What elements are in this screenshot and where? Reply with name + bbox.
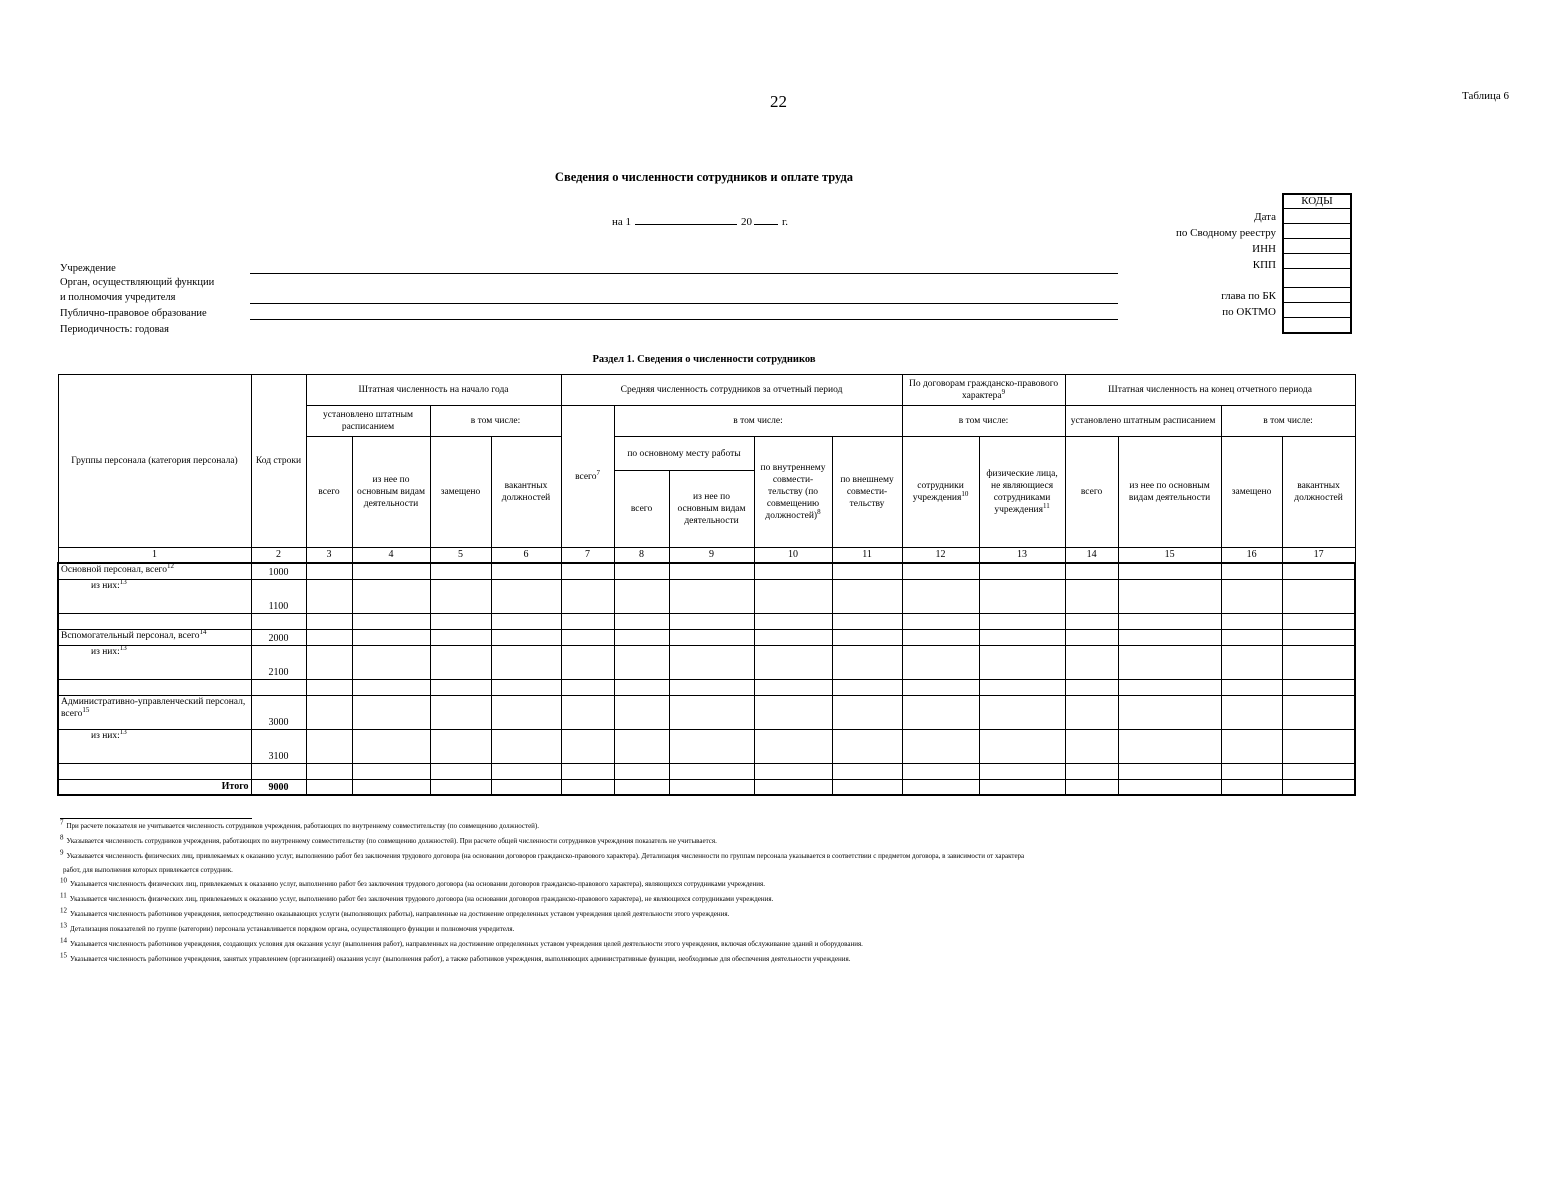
data-cell[interactable] (1221, 613, 1282, 629)
row-blank-1 (58, 613, 1355, 629)
data-cell[interactable] (832, 679, 902, 695)
footnote-mark: 11 (60, 891, 67, 900)
footnote-text: работ, для выполнения которых привлекается сотрудник. (63, 866, 233, 874)
th-end-vacant: вакантных должностей (1282, 437, 1355, 548)
data-cell[interactable] (754, 679, 832, 695)
colnum: 17 (1282, 548, 1355, 564)
footnote-rule (60, 818, 252, 819)
footnote-mark: 14 (60, 936, 67, 945)
date-line (612, 213, 788, 228)
data-cell[interactable] (561, 763, 614, 779)
data-cell[interactable] (979, 679, 1065, 695)
data-cell[interactable] (430, 613, 491, 629)
data-cell[interactable] (832, 613, 902, 629)
th-main-place: по основному месту работы (614, 437, 754, 471)
data-cell[interactable] (1221, 645, 1282, 679)
data-cell[interactable] (1282, 613, 1355, 629)
code-cell-inn[interactable] (1283, 239, 1351, 254)
data-cell[interactable] (1118, 563, 1221, 579)
date-prefix: на 1 (612, 216, 632, 228)
data-cell[interactable] (614, 629, 669, 645)
data-cell[interactable] (979, 579, 1065, 613)
row-code: 1100 (251, 579, 306, 613)
data-cell[interactable] (1282, 645, 1355, 679)
table-label: Таблица 6 (1462, 90, 1510, 102)
data-cell[interactable] (352, 763, 430, 779)
footnote-text: Указывается численность работников учреждения, занятых управлением (организацией) оказания услуг (выполнения работ), а также работников учреждения, выполняющих административные функции, необходимые для обеспечения деятельности учреждения. (70, 955, 851, 963)
row-code (251, 763, 306, 779)
data-cell[interactable] (352, 645, 430, 679)
codes-header: КОДЫ (1283, 194, 1351, 209)
codes-box (1282, 193, 1352, 334)
data-cell[interactable] (491, 729, 561, 763)
colnum: 5 (430, 548, 491, 564)
label-founder-1: Орган, осуществляющий функции (60, 277, 215, 288)
th-incl-end: в том числе: (1221, 406, 1355, 437)
footnote (60, 891, 774, 904)
data-cell[interactable] (832, 763, 902, 779)
th-avg-incl: в том числе: (614, 406, 902, 437)
data-cell[interactable] (430, 679, 491, 695)
colnum: 12 (902, 548, 979, 564)
data-cell[interactable] (1065, 679, 1118, 695)
data-cell[interactable] (561, 613, 614, 629)
row-code: 3000 (251, 695, 306, 729)
data-cell[interactable] (561, 645, 614, 679)
page-number: 22 (770, 92, 787, 111)
data-cell[interactable] (669, 763, 754, 779)
row-code (251, 613, 306, 629)
data-cell[interactable] (430, 563, 491, 579)
footnote-text: Указывается численность сотрудников учреждения, работающих по внутреннему совместительству (по совмещению должностей). При расчете общей численности сотрудников учреждения показатель не учитывается. (66, 837, 717, 845)
code-cell-date[interactable] (1283, 209, 1351, 224)
data-cell[interactable] (832, 563, 902, 579)
data-cell[interactable] (306, 679, 352, 695)
footnote-text: Детализация показателей по группе (категории) персонала устанавливается порядком органа, осуществляющего функции и полномочия учредителя. (70, 925, 515, 933)
data-cell[interactable] (614, 695, 669, 729)
code-cell-blank[interactable] (1283, 269, 1351, 288)
colnum: 15 (1118, 548, 1221, 564)
row-code (251, 679, 306, 695)
data-cell[interactable] (1065, 563, 1118, 579)
institution-field[interactable] (250, 273, 1118, 274)
row-code: 9000 (251, 779, 306, 795)
th-groups: Группы персонала (категория персонала) (58, 375, 251, 548)
data-cell[interactable] (352, 629, 430, 645)
data-cell[interactable] (1118, 779, 1221, 795)
data-cell[interactable] (1118, 695, 1221, 729)
data-cell[interactable] (352, 579, 430, 613)
data-cell[interactable] (306, 563, 352, 579)
th-employees: сотрудники учреждения$^{10}$ (902, 437, 979, 548)
data-cell[interactable] (754, 695, 832, 729)
row-label: Административно-управленческий персонал, всего$^{15}$ (58, 695, 251, 729)
data-cell[interactable] (430, 729, 491, 763)
data-cell[interactable] (754, 613, 832, 629)
data-cell[interactable] (832, 779, 902, 795)
data-cell[interactable] (1065, 695, 1118, 729)
th-gph: По договорам гражданско-правового характера$^9$ (902, 375, 1065, 406)
data-cell[interactable] (1065, 579, 1118, 613)
footnote-mark: 9 (60, 848, 64, 857)
data-cell[interactable] (754, 579, 832, 613)
row-label: из них:$^{13}$ (58, 645, 251, 679)
footnote-mark: 15 (60, 951, 67, 960)
data-cell[interactable] (1282, 779, 1355, 795)
data-cell[interactable] (1118, 729, 1221, 763)
data-cell[interactable] (561, 729, 614, 763)
code-cell-oktmo[interactable] (1283, 303, 1351, 318)
data-cell[interactable] (902, 695, 979, 729)
footnote (60, 833, 717, 846)
table-body (58, 563, 1355, 795)
label-kpp: КПП (1252, 259, 1276, 271)
data-cell[interactable] (979, 563, 1065, 579)
public-entity-field[interactable] (250, 319, 1118, 320)
row-admin-staff (58, 695, 1355, 729)
data-cell[interactable] (669, 629, 754, 645)
section-title: Раздел 1. Сведения о численности сотрудников (592, 354, 816, 365)
th-end-filled: замещено (1221, 437, 1282, 548)
code-cell-extra[interactable] (1283, 318, 1351, 334)
row-main-of-them (58, 579, 1355, 613)
data-cell[interactable] (832, 579, 902, 613)
th-established-start: установлено штатным расписанием (306, 406, 430, 437)
footnote-text: Указывается численность работников учреждения, создающих условия для оказания услуг (выполнения работ), направленных на достижение определенных уставом учреждения целей деятельности этого учреждения, включая обслуживание зданий и оборудования. (70, 940, 863, 948)
row-code: 2000 (251, 629, 306, 645)
footnote (60, 866, 233, 875)
data-cell[interactable] (902, 629, 979, 645)
label-bk: глава по БК (1221, 290, 1276, 302)
row-label: Основной персонал, всего$^{12}$ (58, 563, 251, 579)
data-cell[interactable] (1282, 629, 1355, 645)
colnum: 16 (1221, 548, 1282, 564)
colnum: 1 (58, 548, 251, 564)
date-suffix: г. (782, 216, 789, 228)
data-cell[interactable] (491, 763, 561, 779)
data-cell[interactable] (561, 579, 614, 613)
row-main-staff (58, 563, 1355, 579)
footnote-mark: 12 (60, 906, 67, 915)
data-cell[interactable] (902, 645, 979, 679)
footnote (60, 951, 851, 964)
data-cell[interactable] (1282, 563, 1355, 579)
data-cell[interactable] (614, 563, 669, 579)
data-cell[interactable] (1221, 779, 1282, 795)
date-day-month-field[interactable] (635, 213, 737, 225)
footnote-mark: 8 (60, 833, 64, 842)
row-code: 1000 (251, 563, 306, 579)
footnote (60, 818, 540, 831)
data-cell[interactable] (754, 645, 832, 679)
footnote-text: Указывается численность физических лиц, привлекаемых к оказанию услуг, выполнению работ без заключения трудового договора (на основании договоров гражданско-правового характера), являющихся сотрудниками учреждения. (70, 880, 765, 888)
data-cell[interactable] (1065, 763, 1118, 779)
data-cell[interactable] (902, 613, 979, 629)
data-cell[interactable] (430, 629, 491, 645)
data-cell[interactable] (306, 763, 352, 779)
colnum: 2 (251, 548, 306, 564)
row-aux-staff (58, 629, 1355, 645)
th-start-total: всего (306, 437, 352, 548)
data-cell[interactable] (430, 579, 491, 613)
th-avg-total: всего$^7$ (561, 406, 614, 548)
data-cell[interactable] (561, 629, 614, 645)
data-cell[interactable] (1065, 645, 1118, 679)
data-cell[interactable] (1118, 763, 1221, 779)
footnote (60, 936, 863, 949)
data-cell[interactable] (754, 729, 832, 763)
data-cell[interactable] (1118, 645, 1221, 679)
data-cell[interactable] (430, 645, 491, 679)
th-main-place-total: всего (614, 471, 669, 548)
data-cell[interactable] (614, 679, 669, 695)
data-cell[interactable] (902, 729, 979, 763)
label-public-entity: Публично-правовое образование (60, 308, 207, 319)
page-title: Сведения о численности сотрудников и оплате труда (554, 170, 854, 184)
data-cell[interactable] (1282, 729, 1355, 763)
data-cell[interactable] (352, 695, 430, 729)
data-cell[interactable] (1065, 779, 1118, 795)
column-numbers-row (58, 548, 1355, 564)
data-cell[interactable] (669, 729, 754, 763)
data-cell[interactable] (1065, 613, 1118, 629)
data-cell[interactable] (1065, 729, 1118, 763)
data-cell[interactable] (1221, 563, 1282, 579)
data-cell[interactable] (614, 729, 669, 763)
date-year-field[interactable] (754, 213, 778, 225)
data-cell[interactable] (491, 613, 561, 629)
row-label (58, 763, 251, 779)
data-cell[interactable] (491, 579, 561, 613)
row-label: из них:$^{13}$ (58, 729, 251, 763)
data-cell[interactable] (352, 679, 430, 695)
footnote (60, 876, 765, 889)
colnum: 6 (491, 548, 561, 564)
colnum: 9 (669, 548, 754, 564)
row-label: из них:$^{13}$ (58, 579, 251, 613)
data-cell[interactable] (754, 629, 832, 645)
code-cell-bk[interactable] (1283, 288, 1351, 303)
footnote-mark: 13 (60, 921, 67, 930)
data-cell[interactable] (491, 645, 561, 679)
data-cell[interactable] (1118, 579, 1221, 613)
th-internal: по внутреннему совмести- тельству (по совмещению должностей)$^8$ (754, 437, 832, 548)
date-year-prefix: 20 (741, 216, 753, 228)
data-cell[interactable] (306, 613, 352, 629)
footnote (60, 848, 1025, 861)
data-cell[interactable] (1118, 629, 1221, 645)
th-code: Код строки (251, 375, 306, 548)
row-label (58, 613, 251, 629)
data-cell[interactable] (1221, 763, 1282, 779)
data-cell[interactable] (669, 779, 754, 795)
th-gph-incl: в том числе: (902, 406, 1065, 437)
row-label: Вспомогательный персонал, всего$^{14}$ (58, 629, 251, 645)
footnote-mark: 7 (60, 818, 64, 827)
data-cell[interactable] (1221, 729, 1282, 763)
footnote (60, 906, 730, 919)
label-institution: Учреждение (60, 263, 116, 274)
data-cell[interactable] (1118, 679, 1221, 695)
founder-field[interactable] (250, 303, 1118, 304)
data-cell[interactable] (832, 695, 902, 729)
data-cell[interactable] (754, 563, 832, 579)
data-cell[interactable] (614, 579, 669, 613)
data-cell[interactable] (979, 629, 1065, 645)
colnum: 13 (979, 548, 1065, 564)
data-cell[interactable] (352, 779, 430, 795)
label-periodicity: Периодичность: годовая (60, 324, 169, 335)
label-registry: по Сводному реестру (1176, 227, 1276, 239)
data-cell[interactable] (1282, 579, 1355, 613)
th-end-total: всего (1065, 437, 1118, 548)
data-cell[interactable] (491, 563, 561, 579)
data-cell[interactable] (430, 779, 491, 795)
data-cell[interactable] (491, 679, 561, 695)
footnote-text: Указывается численность работников учреждения, непосредственно оказывающих услуги (выполняющих работы), направленные на достижение определенных уставом учреждения целей деятельности этого учреждения. (70, 910, 730, 918)
data-cell[interactable] (561, 779, 614, 795)
data-cell[interactable] (306, 695, 352, 729)
staff-table (57, 374, 1356, 796)
data-cell[interactable] (1118, 613, 1221, 629)
data-cell[interactable] (979, 729, 1065, 763)
data-cell[interactable] (352, 613, 430, 629)
footnote-text: Указывается численность физических лиц, привлекаемых к оказанию услуг, выполнению работ без заключения трудового договора (на основании договоров гражданско-правового характера). Детализация численности по группам персонала указывается в соответствии с предметом договора, в зависимости от характера (66, 852, 1025, 860)
data-cell[interactable] (306, 729, 352, 763)
colnum: 4 (352, 548, 430, 564)
th-end-main: из нее по основным видам деятельности (1118, 437, 1221, 548)
th-external: по внешнему совмести- тельству (832, 437, 902, 548)
data-cell[interactable] (1221, 629, 1282, 645)
th-staff-end: Штатная численность на конец отчетного периода (1065, 375, 1355, 406)
data-cell[interactable] (1282, 695, 1355, 729)
footnote-mark: 10 (60, 876, 67, 885)
data-cell[interactable] (832, 629, 902, 645)
data-cell[interactable] (754, 763, 832, 779)
data-cell[interactable] (979, 763, 1065, 779)
data-cell[interactable] (669, 695, 754, 729)
row-aux-of-them (58, 645, 1355, 679)
data-cell[interactable] (979, 645, 1065, 679)
row-blank-2 (58, 679, 1355, 695)
th-start-filled: замещено (430, 437, 491, 548)
data-cell[interactable] (430, 695, 491, 729)
th-incl-start: в том числе: (430, 406, 561, 437)
colnum: 7 (561, 548, 614, 564)
data-cell[interactable] (491, 629, 561, 645)
data-cell[interactable] (306, 629, 352, 645)
row-blank-3 (58, 763, 1355, 779)
data-cell[interactable] (1065, 629, 1118, 645)
data-cell[interactable] (1221, 679, 1282, 695)
data-cell[interactable] (352, 729, 430, 763)
th-established-end: установлено штатным расписанием (1065, 406, 1221, 437)
footnote-text: При расчете показателя не учитывается численность сотрудников учреждения, работающих по внутреннему совместительству (по совмещению должностей). (66, 822, 540, 830)
data-cell[interactable] (306, 579, 352, 613)
colnum: 11 (832, 548, 902, 564)
data-cell[interactable] (614, 645, 669, 679)
label-date: Дата (1254, 211, 1276, 223)
data-cell[interactable] (902, 779, 979, 795)
colnum: 8 (614, 548, 669, 564)
row-label: Итого (58, 779, 251, 795)
row-label (58, 679, 251, 695)
data-cell[interactable] (979, 779, 1065, 795)
data-cell[interactable] (306, 645, 352, 679)
data-cell[interactable] (902, 563, 979, 579)
data-cell[interactable] (669, 563, 754, 579)
footnote-text: Указывается численность физических лиц, привлекаемых к оказанию услуг, выполнению работ без заключения трудового договора (на основании договоров гражданско-правового характера), не являющихся сотрудниками учреждения. (69, 895, 774, 903)
data-cell[interactable] (902, 679, 979, 695)
th-start-main: из нее по основным видам деятельности (352, 437, 430, 548)
th-start-vacant: вакантных должностей (491, 437, 561, 548)
data-cell[interactable] (614, 779, 669, 795)
colnum: 3 (306, 548, 352, 564)
row-code: 2100 (251, 645, 306, 679)
data-cell[interactable] (491, 695, 561, 729)
data-cell[interactable] (561, 563, 614, 579)
data-cell[interactable] (754, 779, 832, 795)
data-cell[interactable] (832, 729, 902, 763)
colnum: 14 (1065, 548, 1118, 564)
data-cell[interactable] (561, 679, 614, 695)
th-main-place-main: из нее по основным видам деятельности (669, 471, 754, 548)
data-cell[interactable] (669, 679, 754, 695)
data-cell[interactable] (614, 763, 669, 779)
code-cell-registry[interactable] (1283, 224, 1351, 239)
data-cell[interactable] (306, 779, 352, 795)
row-code: 3100 (251, 729, 306, 763)
data-cell[interactable] (902, 763, 979, 779)
data-cell[interactable] (979, 613, 1065, 629)
footnote (60, 921, 515, 934)
data-cell[interactable] (669, 613, 754, 629)
colnum: 10 (754, 548, 832, 564)
label-founder-2: и полномочия учредителя (60, 292, 176, 303)
row-admin-of-them (58, 729, 1355, 763)
data-cell[interactable] (430, 763, 491, 779)
data-cell[interactable] (979, 695, 1065, 729)
data-cell[interactable] (902, 579, 979, 613)
data-cell[interactable] (614, 613, 669, 629)
data-cell[interactable] (669, 645, 754, 679)
th-staff-start: Штатная численность на начало года (306, 375, 561, 406)
data-cell[interactable] (491, 779, 561, 795)
data-cell[interactable] (1282, 763, 1355, 779)
data-cell[interactable] (669, 579, 754, 613)
row-total (58, 779, 1355, 795)
code-cell-kpp[interactable] (1283, 254, 1351, 269)
th-non-employees: физические лица, не являющиеся сотрудниками учреждения$^{11}$ (979, 437, 1065, 548)
th-avg: Средняя численность сотрудников за отчетный период (561, 375, 902, 406)
data-cell[interactable] (1221, 695, 1282, 729)
data-cell[interactable] (832, 645, 902, 679)
data-cell[interactable] (352, 563, 430, 579)
label-inn: ИНН (1252, 243, 1276, 255)
label-oktmo: по ОКТМО (1222, 306, 1276, 318)
data-cell[interactable] (561, 695, 614, 729)
data-cell[interactable] (1282, 679, 1355, 695)
data-cell[interactable] (1221, 579, 1282, 613)
